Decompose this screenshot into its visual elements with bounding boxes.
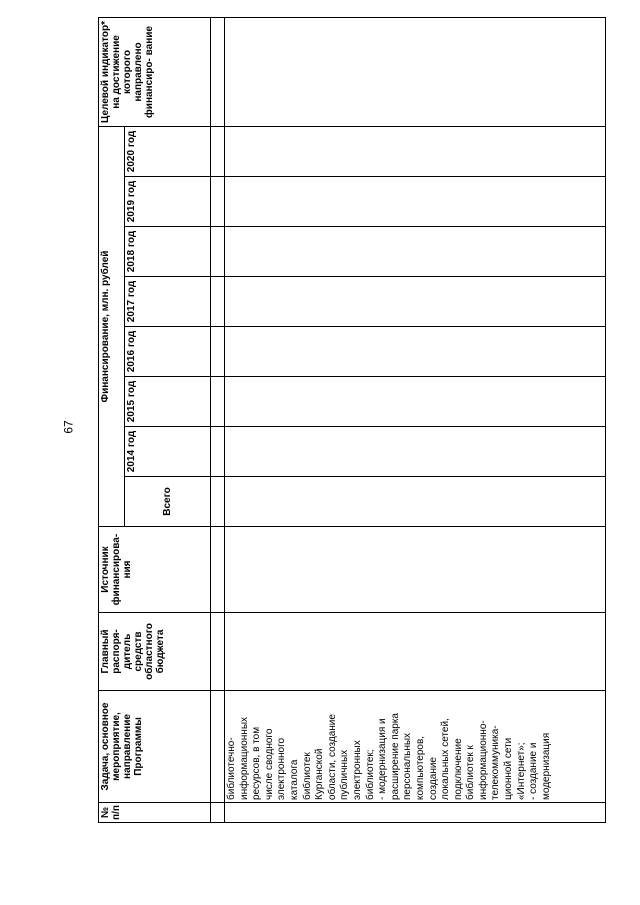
cell-task: библиотечно- информационных ресурсов, в том числе сводного электронного каталога библиотек Курганской области, создание публичных электронных библиотек; - модернизация и расширение парка персональных компьютеров, создание локальных сетей, подключение библиотек к информационно- телекоммуника- ционной сети «Интернет»; - создание и модернизация: [225, 691, 606, 803]
cell-year: [225, 277, 606, 327]
header-financing: Финансирование, млн. рублей: [99, 127, 125, 527]
header-num: № п/п: [99, 803, 211, 823]
cell-total: [225, 477, 606, 527]
header-indicator: Целевой индикатор* на достижение которого направлено финансиро- вание: [99, 18, 211, 127]
header-year: 2015 год: [125, 377, 211, 427]
header-manager: Главный распоря- дитель средств областного бюджета: [99, 613, 211, 691]
header-source: Источник финансирова- ния: [99, 527, 211, 613]
table-row: [225, 18, 606, 823]
cell-source: [225, 527, 606, 613]
header-year: 2014 год: [125, 427, 211, 477]
cell-year: [225, 427, 606, 477]
header-year: 2019 год: [125, 177, 211, 227]
program-table: [98, 17, 606, 823]
cell-year: [225, 327, 606, 377]
header-year: 2020 год: [125, 127, 211, 177]
page-number: 67: [61, 420, 76, 434]
header-year: 2017 год: [125, 277, 211, 327]
header-total: Всего: [125, 477, 211, 527]
cell-year: [225, 177, 606, 227]
cell-year: [225, 227, 606, 277]
header-year: 2018 год: [125, 227, 211, 277]
table-container: [98, 18, 606, 823]
header-year: 2016 год: [125, 327, 211, 377]
table-row-spacer: [211, 18, 225, 823]
cell-year: [225, 377, 606, 427]
cell-num: [225, 803, 606, 823]
cell-indicator: [225, 18, 606, 127]
cell-manager: [225, 613, 606, 691]
header-task: Задача, основное мероприятие, направление Программы: [99, 691, 211, 803]
cell-year: [225, 127, 606, 177]
